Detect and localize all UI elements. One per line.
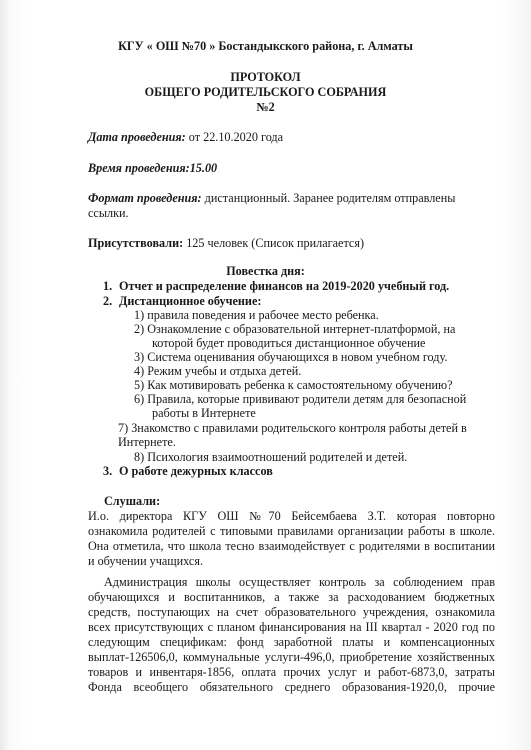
- attendance-label: Присутствовали:: [88, 236, 184, 250]
- agenda-subitem-7: 7) Знакомство с правилами родительского контроля работы детей в: [118, 421, 467, 435]
- agenda-item-1: Отчет и распределение финансов на 2019-2020 учебный год.: [119, 279, 450, 293]
- agenda-item-1-number: 1.: [103, 279, 113, 293]
- format-value: дистанционный. Заранее родителям отправлены: [201, 191, 456, 205]
- listened-line-2: ознакомила родителей с типовыми правилами организации работы в школе.: [88, 524, 495, 538]
- agenda-item-3-number: 3.: [103, 464, 113, 478]
- agenda-item-2-number: 2.: [103, 294, 113, 308]
- listened-line-9: следующим спецификам: фонд заработной платы и компенсационных: [88, 635, 495, 649]
- agenda-subitem-2-cont: которой будет проводиться дистанционное обучение: [152, 336, 426, 350]
- agenda-subitem-4: 4) Режим учебы и отдыха детей.: [134, 364, 302, 378]
- listened-line-10: выплат-126506,0, коммунальные услуги-496,0, приобретение хозяйственных: [88, 650, 495, 664]
- agenda-subitem-2: 2) Ознакомление с образовательной интернет-платформой, на: [134, 322, 456, 336]
- listened-line-1: И.о. директора КГУ ОШ №70 Бейсембаева З.Т. которая повторно: [88, 509, 495, 523]
- format-label: Формат проведения:: [88, 191, 202, 205]
- agenda-item-3: О работе дежурных классов: [119, 464, 273, 478]
- agenda-heading: Повестка дня:: [226, 264, 305, 278]
- agenda-subitem-1: 1) правила поведения и рабочее место ребенка.: [134, 308, 379, 322]
- meeting-time: Время проведения:15.00: [88, 161, 218, 175]
- agenda-item-2: Дистанционное обучение:: [119, 294, 262, 308]
- attendance: [88, 236, 364, 251]
- listened-line-12: Фонда всеобщего обязательного среднего образования-1920,0, прочие: [88, 680, 495, 694]
- date-label: Дата проведения:: [88, 130, 186, 144]
- listened-line-11: товаров и инвентаря-1856, оплата прочих услуг и работ-6873,0, затраты: [88, 665, 495, 679]
- title-meeting: ОБЩЕГО РОДИТЕЛЬСКОГО СОБРАНИЯ: [144, 85, 387, 99]
- agenda-subitem-5: 5) Как мотивировать ребенка к самостоятельному обучению?: [134, 378, 453, 392]
- listened-line-4: и обучении учащихся.: [88, 554, 203, 568]
- listened-line-3: Она отметила, что школа тесно взаимодействует с родителями в воспитании: [88, 539, 495, 553]
- title-number: №2: [256, 100, 275, 114]
- meeting-format-cont: ссылки.: [88, 206, 129, 220]
- attendance-value: 125 человек (Список прилагается): [183, 236, 365, 250]
- title-protocol: ПРОТОКОЛ: [230, 70, 301, 84]
- listened-line-8: всех присутствующих с планом финансирования на III квартал - 2020 год по: [88, 620, 495, 634]
- date-value: от 22.10.2020 года: [185, 130, 284, 144]
- meeting-format: [88, 191, 455, 206]
- listened-heading: Слушали:: [104, 494, 161, 508]
- agenda-subitem-7-cont: Интернете.: [118, 435, 176, 449]
- agenda-subitem-6-cont: работы в Интернете: [152, 406, 256, 420]
- agenda-subitem-6: 6) Правила, которые прививают родители детям для безопасной: [134, 392, 467, 406]
- agenda-subitem-3: 3) Система оценивания обучающихся в новом учебном году.: [134, 350, 448, 364]
- listened-line-5: Администрация школы осуществляет контроль за соблюдением прав: [104, 575, 495, 589]
- meeting-date: [88, 130, 283, 145]
- agenda-subitem-8: 8) Психология взаимоотношений родителей и детей.: [134, 450, 408, 464]
- school-header: КГУ « ОШ №70 » Бостандыкского района, г. Алматы: [118, 39, 413, 53]
- listened-line-7: средств, поступающих на счет образовательного учреждения, ознакомила: [88, 605, 495, 619]
- listened-line-6: обучающихся и воспитанников, а также за расходованием бюджетных: [88, 590, 495, 604]
